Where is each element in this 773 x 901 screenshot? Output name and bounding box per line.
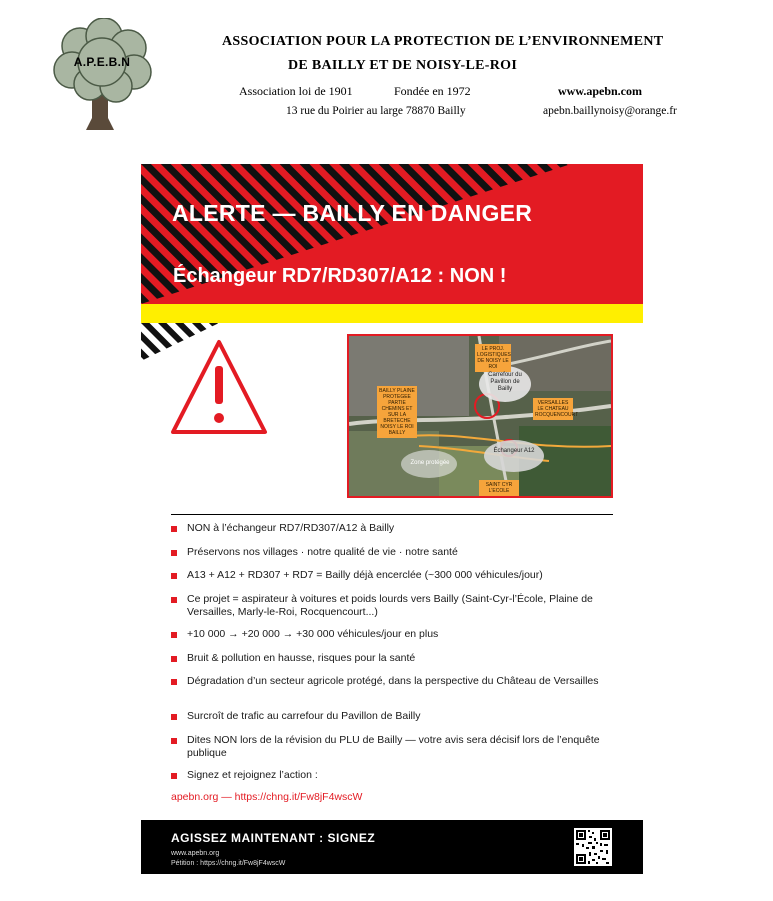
bullet-icon [171,526,177,532]
map-label-right: VERSAILLES LE CHATEAU ROCQUENCOURT [535,400,579,418]
map-label-bottom: SAINT CYR L'ECOLE [479,480,519,496]
project-map [347,334,613,498]
bullet-item: +10 000 → +20 000 → +30 000 véhicules/jour en plus [171,628,611,641]
bullet-icon [171,597,177,603]
yellow-band [141,304,643,323]
tree-logo [48,18,156,130]
map-label-left: BAILLY PLAINE PROTEGEE PARTIE CHEMINS ET SUR LA BRETECHE NOISY LE ROI BAILLY [377,386,417,438]
map-label-carrefour: Carrefour du Pavillon de Bailly [488,372,522,392]
warning-triangle-icon [170,338,268,436]
bullet-item: Surcroît de trafic au carrefour du Pavillon de Bailly [171,710,611,723]
bullet-icon [171,738,177,744]
petition-link[interactable]: apebn.org — https://chng.it/Fw8jF4wscW [171,791,363,803]
alert-title: ALERTE — BAILLY EN DANGER [172,200,533,226]
footer-petition[interactable]: Pétition : https://chng.it/Fw8jF4wscW [171,860,286,867]
alert-flyer [141,164,643,874]
tree-icon [48,18,156,130]
association-title: ASSOCIATION POUR LA PROTECTION DE L’ENVIRONNEMENT [222,34,664,49]
bullet-item: Bruit & pollution en hausse, risques pour la santé [171,652,611,665]
bullet-icon [171,632,177,638]
bullet-item: A13 + A12 + RD307 + RD7 = Bailly déjà encerclée (~300 000 véhicules/jour) [171,569,611,582]
bullet-item: Ce projet = aspirateur à voitures et poids lourds vers Bailly (Saint-Cyr-l’École, Plaine de Versailles, Marly-le-Roi, Rocquencourt...) [171,593,611,618]
bullet-icon [171,550,177,556]
map-label-top: LE PROJ. LOGISTIQUES DE NOISY LE ROI [477,346,511,370]
footer-title: AGISSEZ MAINTENANT : SIGNEZ [171,831,376,845]
map-label-echangeur: Échangeur A12 [493,448,535,454]
founded-year: Fondée en 1972 [394,84,471,98]
bullet-item: Préservons nos villages · notre qualité de vie · notre santé [171,546,611,559]
postal-address: 13 rue du Poirier au large 78870 Bailly [286,105,466,117]
alert-subtitle: Échangeur RD7/RD307/A12 : NON ! [173,265,507,287]
call-to-action-footer [141,820,643,874]
bullet-icon [171,773,177,779]
bullet-item: Dégradation d’un secteur agricole protégé, dans la perspective du Château de Versailles [171,675,611,688]
qr-code-icon[interactable] [574,828,612,866]
bullet-icon [171,656,177,662]
logo-text: A.P.E.B.N [73,55,131,69]
website-link[interactable]: www.apebn.com [558,84,643,98]
bullet-icon [171,679,177,685]
footer-website[interactable]: www.apebn.org [171,850,220,857]
bullet-icon [171,714,177,720]
bullet-item: Dites NON lors de la révision du PLU de Bailly — votre avis sera décisif lors de l’enquête publique [171,734,611,759]
association-subtitle: DE BAILLY ET DE NOISY-LE-ROI [288,58,518,73]
divider [171,514,613,515]
bullet-item: Signez et rejoignez l’action : [171,769,611,782]
association-law: Association loi de 1901 [239,84,353,98]
email-link[interactable]: apebn.baillynoisy@orange.fr [543,105,677,117]
bullet-icon [171,573,177,579]
alert-banner [141,164,643,304]
bullet-item: NON à l’échangeur RD7/RD307/A12 à Bailly [171,522,611,535]
map-label-zone: Zone protégée [410,460,450,466]
